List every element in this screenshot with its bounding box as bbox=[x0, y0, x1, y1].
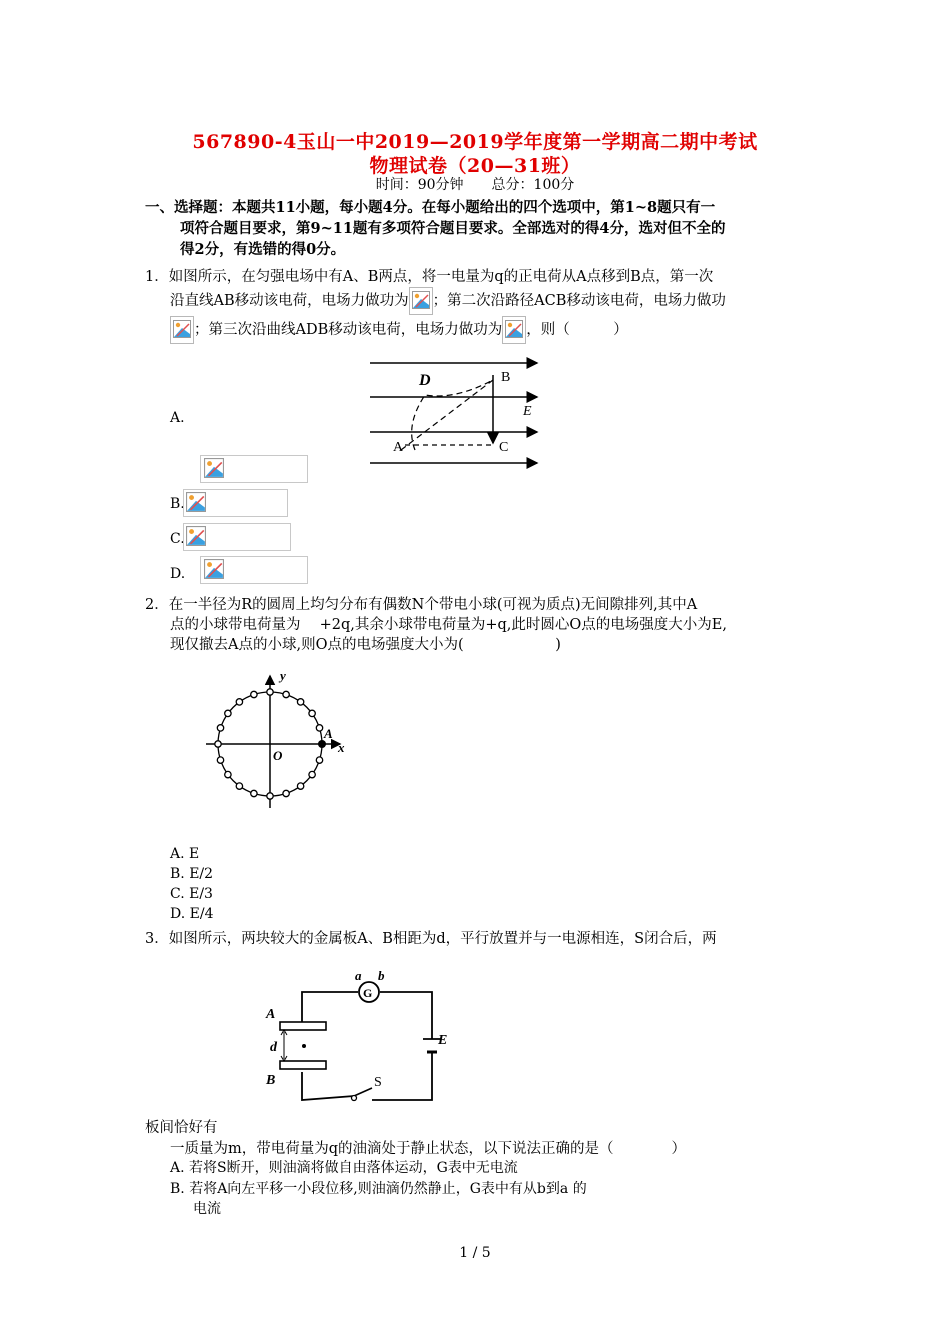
q1-line2-end: ；第二次沿路径ACB移动该电荷，电场力做功 bbox=[432, 293, 726, 309]
bead bbox=[309, 710, 315, 716]
q2-option-d: D. E/4 bbox=[170, 906, 214, 922]
label-a-terminal: a bbox=[355, 968, 362, 983]
plate-a bbox=[280, 1022, 326, 1030]
section-heading-line3: 得2分，有选错的得0分。 bbox=[180, 241, 346, 258]
bead bbox=[297, 783, 303, 789]
q3-option-a: A. 若将S断开，则油滴将做自由落体运动，G表中无电流 bbox=[170, 1160, 518, 1176]
label-g: G bbox=[363, 986, 373, 1000]
bead-a bbox=[318, 740, 326, 748]
bead bbox=[251, 790, 257, 796]
label-b: B bbox=[501, 370, 511, 385]
q2-option-c: C. E/3 bbox=[170, 886, 213, 902]
label-plate-a: A bbox=[266, 1007, 276, 1022]
title-line1: 567890-4玉山一中2019—2019学年度第一学期高二期中考试 bbox=[192, 131, 758, 153]
q2-option-a: A. E bbox=[170, 846, 200, 862]
label-s: S bbox=[374, 1075, 382, 1090]
bead bbox=[283, 691, 289, 697]
label-e: E bbox=[523, 404, 532, 419]
bead bbox=[316, 757, 322, 763]
q3-capacitor-circuit-figure bbox=[262, 964, 462, 1112]
label-a: A bbox=[324, 726, 333, 741]
broken-image-icon bbox=[502, 316, 526, 344]
label-b-terminal: b bbox=[378, 968, 385, 983]
q1-line2-start: 沿直线AB移动该电荷，电场力做功为 bbox=[170, 293, 409, 309]
q1-option-c-image bbox=[183, 523, 291, 551]
bead bbox=[309, 771, 315, 777]
broken-image-icon bbox=[204, 559, 224, 579]
q1-option-b-image bbox=[183, 489, 288, 517]
bead bbox=[267, 689, 273, 695]
label-d: d bbox=[270, 1040, 277, 1055]
label-e: E bbox=[438, 1033, 448, 1048]
oil-drop bbox=[302, 1044, 306, 1048]
q1-line3-end: ，则（ ） bbox=[526, 322, 628, 338]
q1-line1: 1．如图所示，在匀强电场中有A、B两点，将一电量为q的正电荷从A点移到B点，第一次 bbox=[145, 269, 714, 285]
q1-line3 bbox=[170, 316, 628, 344]
bead bbox=[217, 725, 223, 731]
broken-image-icon bbox=[204, 458, 224, 478]
broken-image-icon bbox=[186, 492, 206, 512]
bead bbox=[217, 757, 223, 763]
label-y: y bbox=[280, 668, 286, 683]
q1-option-a: A. bbox=[170, 410, 185, 426]
bead bbox=[225, 710, 231, 716]
plate-b bbox=[280, 1061, 326, 1069]
bead bbox=[267, 793, 273, 799]
q1-option-c: C. bbox=[170, 531, 185, 547]
q2-line1: 2．在一半径为R的圆周上均匀分布有偶数N个带电小球(可视为质点)无间隙排列,其中A bbox=[145, 597, 698, 613]
label-a: A bbox=[393, 440, 404, 455]
broken-image-icon bbox=[170, 316, 194, 344]
bead bbox=[251, 691, 257, 697]
q1-line3-start: ；第三次沿曲线ADB移动该电荷，电场力做功为 bbox=[194, 322, 503, 338]
bead bbox=[215, 741, 221, 747]
bead bbox=[297, 699, 303, 705]
q3-line2: 板间恰好有 bbox=[145, 1120, 218, 1136]
q1-electric-field-figure bbox=[365, 355, 545, 470]
label-d: D bbox=[419, 372, 431, 389]
bead bbox=[225, 771, 231, 777]
switch-s bbox=[354, 1088, 372, 1096]
q1-option-d-image bbox=[200, 556, 308, 584]
q3-line1: 3．如图所示，两块较大的金属板A、B相距为d，平行放置并与一电源相连，S闭合后，两 bbox=[145, 931, 717, 947]
label-o: O bbox=[273, 748, 283, 763]
q3-option-b-line2: 电流 bbox=[193, 1201, 221, 1217]
q2-ring-of-charges-figure bbox=[200, 668, 350, 816]
section-heading-line2: 项符合题目要求，第9~11题有多项符合题目要求。全部选对的得4分，选对但不全的 bbox=[180, 220, 726, 237]
q2-line2: 点的小球带电荷量为 +2q,其余小球带电荷量为+q,此时圆心O点的电场强度大小为E, bbox=[170, 617, 727, 633]
q3-line3: 一质量为m，带电荷量为q的油滴处于静止状态，以下说法正确的是（ ） bbox=[170, 1141, 687, 1157]
q3-option-b-line1: B. 若将A向左平移一小段位移,则油滴仍然静止，G表中有从b到a 的 bbox=[170, 1181, 587, 1197]
time-info: 时间：90分钟 总分：100分 bbox=[375, 177, 575, 193]
label-c: C bbox=[499, 440, 509, 455]
broken-image-icon bbox=[409, 287, 433, 315]
q1-option-b: B. bbox=[170, 496, 185, 512]
q1-line2 bbox=[170, 287, 726, 315]
q1-option-a-image bbox=[200, 455, 308, 483]
bead bbox=[316, 725, 322, 731]
broken-image-icon bbox=[186, 526, 206, 546]
section-heading-line1: 一、选择题：本题共11小题，每小题4分。在每小题给出的四个选项中，第1~8题只有一 bbox=[145, 199, 716, 216]
bead bbox=[236, 699, 242, 705]
bead bbox=[236, 783, 242, 789]
label-plate-b: B bbox=[266, 1073, 276, 1088]
q2-line3: 现仅撤去A点的小球,则O点的电场强度大小为( ) bbox=[170, 637, 561, 653]
q1-option-d: D. bbox=[170, 566, 186, 582]
label-x: x bbox=[338, 740, 345, 755]
q2-option-b: B. E/2 bbox=[170, 866, 214, 882]
page-number: 1 / 5 bbox=[459, 1245, 491, 1261]
bead bbox=[283, 790, 289, 796]
title-line2: 物理试卷（20—31班） bbox=[369, 155, 581, 177]
